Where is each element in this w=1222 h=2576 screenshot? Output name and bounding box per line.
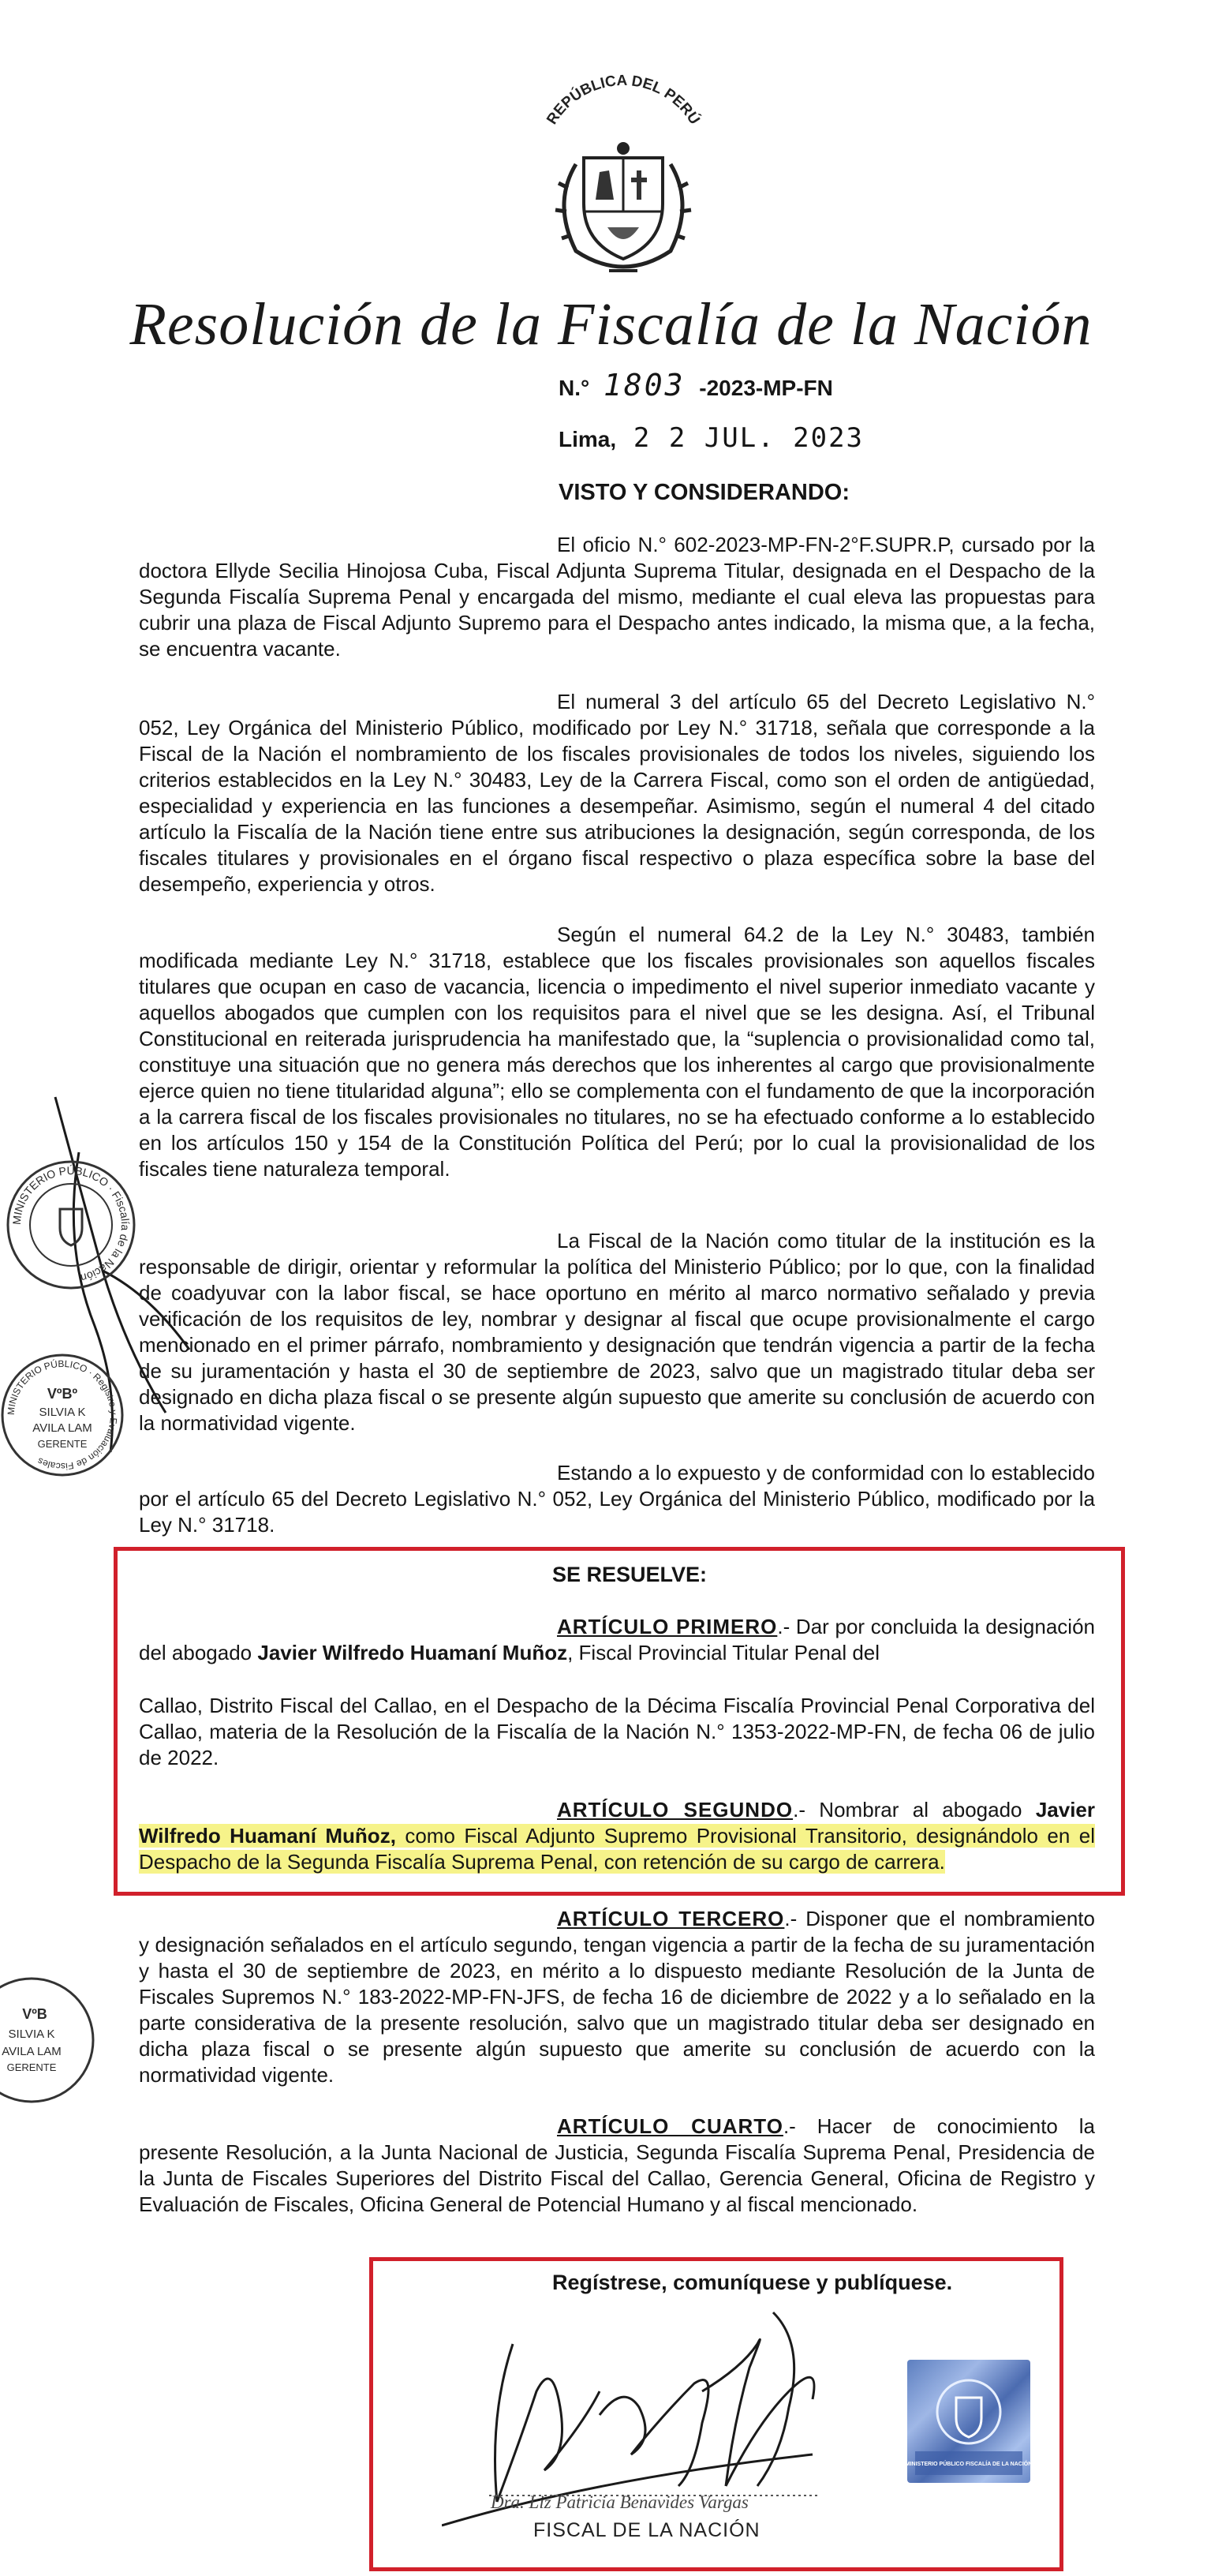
signer-title: FISCAL DE LA NACIÓN bbox=[533, 2519, 760, 2541]
hologram-label: MINISTERIO PÚBLICO FISCALÍA DE LA NACIÓN bbox=[907, 2462, 1030, 2467]
article-second-highlight: Wilfredo Huamaní Muñoz, como Fiscal Adjunto Supremo Provisional Transitorio, designándolo en el Despacho de la Segunda Fiscalía Suprema Penal, con retención de su cargo de carrera. bbox=[139, 1824, 1095, 1874]
article-third: ARTÍCULO TERCERO.- Disponer que el nombramiento y designación señalados en el artículo segundo, tengan vigencia a partir de la fecha de su juramentación y hasta el 30 de septiembre de 2023, en mérito a lo dispuesto mediante Resolución de la Junta de Fiscales Supremos N.° 183-2022-MP-FN-JFS, de fecha 16 de diciembre de 2022 y a lo señalado en la parte considerativa de la presente resolución, salvo que un magistrado titular deba ser designado en dicha plaza fiscal o se presente algún supuesto que amerite su conclusión de acuerdo con la normatividad vigente. bbox=[139, 1907, 1095, 2087]
document-title: Resolución de la Fiscalía de la Nación bbox=[129, 291, 1093, 358]
section-heading: VISTO Y CONSIDERANDO: bbox=[559, 480, 850, 505]
seal-3-line-2: SILVIA K bbox=[8, 2027, 55, 2041]
seal-3-line-4: GERENTE bbox=[6, 2061, 57, 2073]
consideration-paragraph-2: El numeral 3 del artículo 65 del Decreto Legislativo N.° 052, Ley Orgánica del Ministerio Público, modificado por Ley N.° 31718, señala que corresponde a la Fiscal de la Nación el nombramiento de los fiscales provisionales de todos los niveles, siguiendo los criterios establecidos en la Ley N.° 30483, Ley de la Carrera Fiscal, como son el orden de antigüedad, especialidad y experiencia en las funciones a desempeñar. Asimismo, según el numeral 4 del citado artículo la Fiscalía de la Nación tiene entre sus atribuciones la designación, según corresponda, de los fiscales titulares y provisionales en el órgano fiscal respectivo o plaza específica sobre la base del desempeño, experiencia y otros. bbox=[139, 690, 1095, 896]
seal-2-line-2: SILVIA K bbox=[39, 1406, 86, 1419]
seal-fiscal-nation bbox=[5, 1159, 137, 1291]
coat-label: REPÚBLICA DEL PERÚ bbox=[544, 72, 703, 128]
round-seal-icon bbox=[5, 1159, 137, 1291]
consideration-paragraph-4: La Fiscal de la Nación como titular de la institución es la responsable de dirigir, orientar y reformular la política del Ministerio Público; por lo que, con la finalidad de coadyuvar con la labor fiscal, se hace oportuno en mérito al marco normativo señalado y previa verificación de los requisitos de ley, nombrar y designar al fiscal que ocupe provisionalmente el cargo mencionado en el primer párrafo, nombramiento y designación que tendrán vigencia a partir de la fecha de su juramentación y hasta el 30 de septiembre de 2023, salvo que un magistrado titular deba ser designado en dicha plaza fiscal o se presente algún supuesto que amerite su conclusión de acuerdo con la normatividad vigente. bbox=[139, 1229, 1095, 1435]
article-first: ARTÍCULO PRIMERO.- Dar por concluida la designación del abogado Javier Wilfredo Huamaní Muñoz, Fiscal Provincial Titular Penal del bbox=[139, 1615, 1095, 1664]
article-second-label: ARTÍCULO SEGUNDO bbox=[557, 1798, 794, 1822]
seal-2-line-4: GERENTE bbox=[37, 1438, 88, 1450]
article-second-name-a: Javier bbox=[1035, 1798, 1096, 1822]
consideration-paragraph-3: Según el numeral 64.2 de la Ley N.° 30483, también modificada mediante Ley N.° 31718, establece que los fiscales provisionales son aquellos fiscales titulares que ocupan en caso de vacancia, licencia o impedimento el nivel superior inmediato vacante y aquellos abogados que cumplen con los requisitos para el nivel que se les designa. Así, el Tribunal Constitucional en reiterada jurisprudencia ha manifestado que, la “suplencia o provisionalidad como tal, constituye una situación que no genera más derechos que los inherentes al cargo que provisionalmente ejerce quien no tiene titularidad alguna”; ello se complementa con el fundamento de que la incorporación a la carrera fiscal de los fiscales provisionales no titulares, no se ha efectuado conforme a lo establecido en los artículos 150 y 154 de la Constitución Política del Perú; por lo cual la provisionalidad de los fiscales tiene naturaleza temporal. bbox=[139, 923, 1095, 1181]
hologram-emblem-icon bbox=[907, 2360, 1030, 2483]
seal-3-line-1: VºB bbox=[22, 2006, 47, 2022]
hologram-seal bbox=[907, 2360, 1030, 2483]
article-third-label: ARTÍCULO TERCERO bbox=[557, 1907, 785, 1930]
number-handwritten: 1803 bbox=[603, 368, 686, 402]
date-stamp: 2 2 JUL. 2023 bbox=[633, 422, 865, 454]
round-seal-icon bbox=[0, 1973, 93, 2107]
article-fourth-label: ARTÍCULO CUARTO bbox=[557, 2114, 783, 2138]
closing-formula: Regístrese, comuníquese y publíquese. bbox=[552, 2271, 953, 2294]
coat-of-arms-emblem bbox=[521, 69, 726, 283]
article-first-name: Javier Wilfredo Huamaní Muñoz bbox=[257, 1641, 568, 1664]
coat-of-arms-icon bbox=[521, 69, 726, 283]
seal-2-line-1: VºBº bbox=[47, 1386, 78, 1402]
signer-name: Dra. Liz Patricia Benavides Vargas bbox=[491, 2492, 749, 2512]
number-prefix: N.° bbox=[559, 376, 590, 400]
resolution-number bbox=[559, 368, 833, 402]
seal-3-line-3: AVILA LAM bbox=[2, 2045, 62, 2058]
article-fourth: ARTÍCULO CUARTO.- Hacer de conocimiento la presente Resolución, a la Junta Nacional de Justicia, Segunda Fiscalía Suprema Penal, Presidencia de la Junta de Fiscales Superiores del Distrito Fiscal del Callao, Gerencia General, Oficina de Registro y Evaluación de Fiscales, Oficina General de Potencial Humano y al fiscal mencionado. bbox=[139, 2114, 1095, 2216]
seal-2-text: MINISTERIO PÚBLICO · Registro y Evaluación de Fiscales bbox=[5, 1357, 120, 1473]
round-seal-icon bbox=[0, 1353, 125, 1477]
article-second: ARTÍCULO SEGUNDO.- Nombrar al abogado Javier Wilfredo Huamaní Muñoz, como Fiscal Adjunto Supremo Provisional Transitorio, designándolo en el Despacho de la Segunda Fiscalía Suprema Penal, con retención de su cargo de carrera. bbox=[139, 1798, 1096, 1874]
consideration-paragraph-5: Estando a lo expuesto y de conformidad con lo establecido por el artículo 65 del Decreto Legislativo N.° 052, Ley Orgánica del Ministerio Público, modificado por la Ley N.° 31718. bbox=[139, 1461, 1095, 1537]
svg-text:REPÚBLICA DEL PERÚ bbox=[544, 73, 703, 128]
resolution-date bbox=[559, 422, 864, 454]
date-place: Lima, bbox=[559, 427, 617, 451]
article-first-label: ARTÍCULO PRIMERO bbox=[557, 1615, 778, 1638]
consideration-paragraph-1: El oficio N.° 602-2023-MP-FN-2°F.SUPR.P, cursado por la doctora Ellyde Secilia Hinojosa Cuba, Fiscal Adjunta Suprema Titular, designada en el Despacho de la Segunda Fiscalía Suprema Penal y encargada del mismo, mediante el cual eleva las propuestas para cubrir una plaza de Fiscal Adjunto Supremo para el Despacho antes indicado, la misma que, a la fecha, se encuentra vacante. bbox=[139, 533, 1095, 661]
seal-registry bbox=[0, 1353, 125, 1477]
article-first-continued: Callao, Distrito Fiscal del Callao, en el Despacho de la Décima Fiscalía Provincial Penal Corporativa del Callao, materia de la Resolución de la Fiscalía de la Nación N.° 1353-2022-MP-FN, de fecha 06 de julio de 2022. bbox=[139, 1694, 1095, 1769]
seal-1-text: MINISTERIO PÚBLICO · Fiscalía de la Nación bbox=[9, 1163, 133, 1285]
number-suffix: -2023-MP-FN bbox=[699, 376, 833, 400]
resolution-heading: SE RESUELVE: bbox=[552, 1563, 708, 1586]
seal-margin-lower bbox=[0, 1973, 93, 2107]
seal-2-line-3: AVILA LAM bbox=[32, 1421, 92, 1435]
